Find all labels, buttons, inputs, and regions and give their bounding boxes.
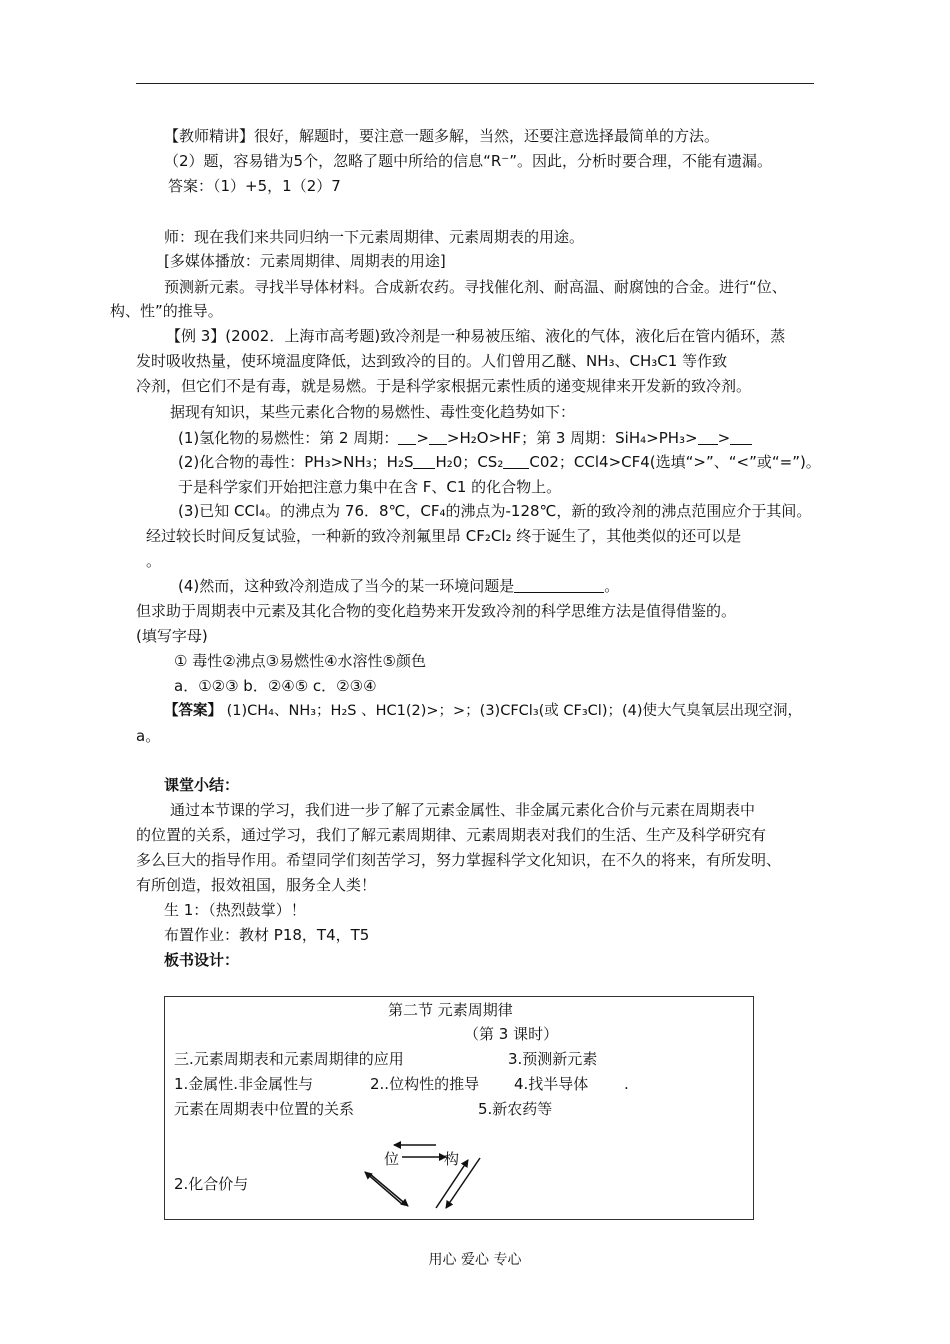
summary-paragraph-3: 多么巨大的指导作用。希望同学们刻苦学习，努力掌握科学文化知识，在不久的将来，有所发明、 [136, 851, 782, 869]
answer-blank[interactable] [413, 453, 435, 469]
uses-line-2: 构、性”的推导。 [110, 302, 223, 320]
media-note: [多媒体播放：元素周期律、周期表的用途] [164, 252, 446, 270]
board-row-3-left: 元素在周期表中位置的关系 [174, 1100, 355, 1118]
summary-paragraph-1: 通过本节课的学习，我们进一步了解了元素金属性、非金属元素化合价与元素在周期表中 [170, 801, 756, 819]
board-row-2-d: . [624, 1075, 629, 1093]
question-2-text-3: C02；CCl4>CF4(选填“>”、“<”或“=”)。 [529, 453, 821, 471]
board-row-2-c: 4.找半导体 [514, 1075, 589, 1093]
question-4-line-3: (填写字母) [136, 627, 208, 645]
homework-line: 布置作业：教材 P18，T4，T5 [164, 926, 370, 944]
board-row-1-left: 三.元素周期表和元素周期律的应用 [174, 1050, 404, 1068]
question-1-sep: > [416, 429, 429, 447]
choices-line: a．①②③ b．②④⑤ c．②③④ [174, 677, 377, 695]
header-rule [136, 83, 814, 84]
question-3-line-2: 经过较长时间反复试验，一种新的致冷剂氟里昂 CF₂Cl₂ 终于诞生了，其他类似的还可以是 [146, 527, 742, 545]
position-structure-property-arrows [362, 1138, 492, 1212]
question-4 [178, 576, 619, 596]
question-2 [178, 452, 821, 472]
summary-paragraph-4: 有所创造，报效祖国，服务全人类！ [136, 876, 377, 894]
question-3-line-3: 。 [146, 552, 162, 570]
question-4-text: (4)然而，这种致冷剂造成了当今的某一环境问题是 [178, 577, 515, 595]
summary-paragraph-2: 的位置的关系，通过学习，我们了解元素周期律、元素周期表对我们的生活、生产及科学研究有 [136, 826, 767, 844]
example3-line-1: 【例 3】(2002．上海市高考题)致冷剂是一种易被压缩、液化的气体，液化后在管内循环，蒸 [166, 327, 786, 345]
page-footer: 用心 爱心 专心 [428, 1252, 522, 1268]
summary-heading: 课堂小结： [164, 776, 240, 794]
teacher-summary: 师：现在我们来共同归纳一下元素周期律、元素周期表的用途。 [164, 228, 585, 246]
answer-blank[interactable] [514, 577, 604, 593]
answer-blank[interactable] [730, 429, 752, 445]
board-subtitle: （第 3 课时） [464, 1025, 559, 1043]
question-1 [178, 428, 752, 448]
board-row-2-a: 1.金属性.非金属性与 [174, 1075, 314, 1093]
answer-line: 答案：（1）+5，1（2）7 [168, 177, 341, 195]
board-label-wei: 位 [384, 1150, 400, 1168]
question-1-text-2: >H₂O>HF；第 3 周期：SiH₄>PH₃> [446, 429, 698, 447]
question-1-text: (1)氢化物的易燃性：第 2 周期： [178, 429, 399, 447]
teacher-comment-2: （2）题，容易错为5个，忽略了题中所给的信息“R⁻”。因此，分析时要合理，不能有遗漏。 [164, 152, 772, 170]
arrow-down-right-a [446, 1158, 480, 1208]
board-label-gou: 构 [444, 1150, 460, 1168]
question-4-end: 。 [604, 577, 620, 595]
question-2-text: (2)化合物的毒性：PH₃>NH₃；H₂S [178, 453, 414, 471]
question-1-sep-2: > [717, 429, 731, 447]
uses-line-1: 预测新元素。寻找半导体材料。合成新农药。寻找催化剂、耐高温、耐腐蚀的合金。进行“位、 [164, 278, 787, 296]
example3-line-4: 据现有知识，某些元素化合物的易燃性、毒性变化趋势如下： [170, 403, 576, 421]
question-3: (3)已知 CCl₄。的沸点为 76．8℃，CF₄的沸点为-128℃，新的致冷剂的沸点范围应介于其间。 [178, 502, 812, 520]
answer-blank[interactable] [503, 453, 529, 469]
board-design-heading: 板书设计： [164, 951, 240, 969]
example3-line-3: 冷剂，但它们不是有毒，就是易燃。于是科学家根据元素性质的递变规律来开发新的致冷剂。 [136, 377, 752, 395]
answer-blank[interactable] [398, 429, 416, 445]
options-line: ① 毒性②沸点③易燃性④水溶性⑤颜色 [174, 652, 427, 670]
board-row-1-right: 3.预测新元素 [508, 1050, 598, 1068]
question-4-line-2: 但求助于周期表中元素及其化合物的变化趋势来开发致冷剂的科学思维方法是值得借鉴的。 [136, 602, 737, 620]
board-row-3-right: 5.新农药等 [478, 1100, 553, 1118]
answer-blank[interactable] [429, 429, 447, 445]
answer-blank[interactable] [698, 429, 718, 445]
question-2-line-2: 于是科学家们开始把注意力集中在含 F、C1 的化合物上。 [178, 478, 562, 496]
arrow-down-left-b [365, 1172, 402, 1204]
board-row-4-left: 2.化合价与 [174, 1175, 249, 1193]
student-line: 生 1：（热烈鼓掌）！ [164, 901, 306, 919]
question-2-text-2: H₂0；CS₂ [435, 453, 504, 471]
answer-line [164, 701, 802, 721]
board-row-2-b: 2..位构性的推导 [370, 1075, 480, 1093]
example3-line-2: 发时吸收热量，使环境温度降低，达到致冷的目的。人们曾用乙醚、NH₃、CH₃C1 等作致 [136, 352, 728, 370]
answer-text: (1)CH₄、NH₃；H₂S 、HC1(2)>；>；(3)CFCl₃(或 CF₃Cl)；(4)使大气臭氧层出现空洞， [222, 703, 803, 719]
arrow-down-left-a [370, 1174, 408, 1206]
answer-end: a。 [136, 727, 161, 745]
board-title: 第二节 元素周期律 [388, 1001, 513, 1019]
answer-label: 【答案】 [164, 703, 222, 719]
teacher-comment: 【教师精讲】很好，解题时，要注意一题多解，当然，还要注意选择最简单的方法。 [164, 127, 720, 145]
